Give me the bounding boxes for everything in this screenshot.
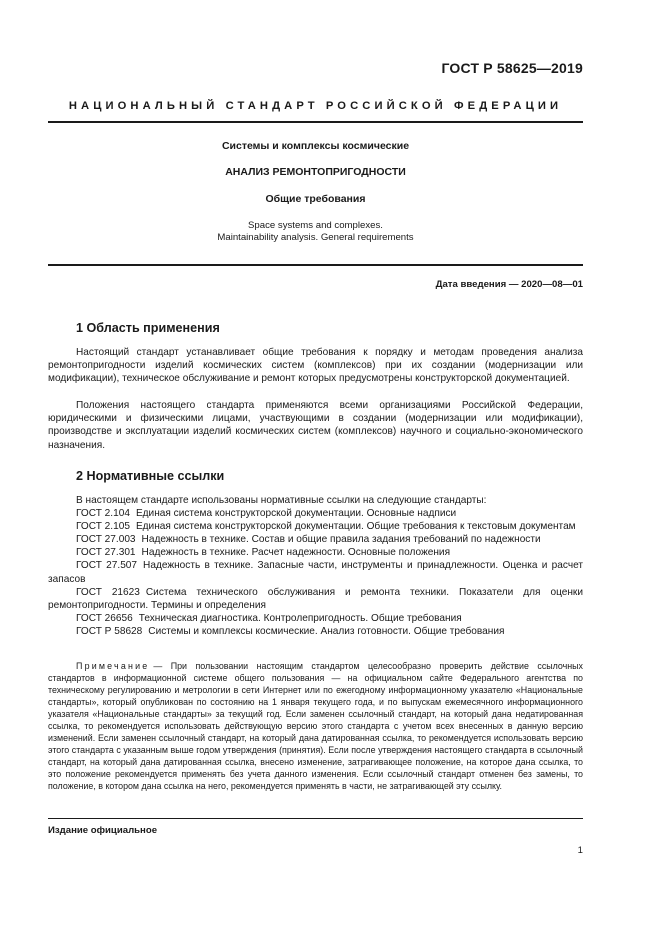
normative-references-list xyxy=(48,494,583,638)
reference-text: Системы и комплексы космические. Анализ готовности. Общие требования xyxy=(148,625,505,637)
english-title-line-1: Space systems and complexes. xyxy=(248,220,383,231)
reference-item xyxy=(48,533,583,546)
reference-text: Надежность в технике. Запасные части, инструменты и принадлежности. Оценка и расчет запасов xyxy=(48,560,584,585)
reference-code: ГОСТ 2.104 xyxy=(76,508,130,520)
reference-code: ГОСТ 2.105 xyxy=(76,521,130,533)
series-title: Системы и комплексы космические xyxy=(221,140,410,152)
reference-code: ГОСТ 27.003 xyxy=(76,534,136,546)
reference-item xyxy=(48,520,583,533)
reference-text: Система технического обслуживания и ремонта техники. Показатели для оценки ремонтопригодности. Термины и определения xyxy=(48,586,583,611)
reference-text: Надежность в технике. Состав и общие правила задания требований по надежности xyxy=(141,534,541,546)
section-2-title: 2 Нормативные ссылки xyxy=(76,469,225,483)
reference-code: ГОСТ 27.507 xyxy=(76,560,138,572)
title-block-rule xyxy=(48,264,583,266)
page-number: 1 xyxy=(577,845,583,856)
reference-item xyxy=(48,586,583,612)
document-subtitle: Общие требования xyxy=(265,193,366,205)
reference-item xyxy=(48,546,583,559)
reference-code: ГОСТ 21623 xyxy=(76,586,140,598)
reference-item xyxy=(48,612,583,625)
english-title xyxy=(48,220,583,244)
reference-text: Единая система конструкторской документации. Основные надписи xyxy=(135,508,457,520)
section-1-paragraph-1: Настоящий стандарт устанавливает общие требования к порядку и методам проведения анализа ремонтопригодности изделий космических систем (комплексов) при их создании (модернизации или модификации), техническое обслуживание и ремонт которых предусмотрены конструкторской документацией. xyxy=(48,347,583,385)
reference-code: ГОСТ 27.301 xyxy=(76,547,136,559)
footer-rule xyxy=(48,818,583,819)
national-standard-banner: НАЦИОНАЛЬНЫЙ СТАНДАРТ РОССИЙСКОЙ ФЕДЕРАЦИИ xyxy=(68,100,563,112)
reference-code: ГОСТ 26656 xyxy=(76,612,133,624)
section-1-title: 1 Область применения xyxy=(76,321,220,335)
introduction-date: Дата введения — 2020—08—01 xyxy=(435,279,583,290)
document-number: ГОСТ Р 58625—2019 xyxy=(441,60,583,76)
reference-item xyxy=(48,507,583,520)
top-rule xyxy=(48,121,583,123)
official-edition-label: Издание официальное xyxy=(48,825,158,836)
references-note xyxy=(48,660,583,792)
reference-text: Единая система конструкторской документации. Общие требования к текстовым документам xyxy=(135,521,576,533)
reference-code: ГОСТ Р 58628 xyxy=(76,625,143,637)
note-text: — При пользовании настоящим стандартом целесообразно проверить действие ссылочных стандартов в информационной системе общего пользования — на официальном сайте Федерального агентства по техническому регулированию и метрологии в сети Интернет или по ежегодному информационному указателю «Национальные стандарты», который опубликован по состоянию на 1 января текущего года, и по выпускам ежемесячного информационного указателя «Национальные стандарты» за текущий год. Если заменен ссылочный стандарт, на который дана недатированная ссылка, то рекомендуется использовать действующую версию этого стандарта с учетом всех внесенных в данную версию изменений. Если заменен ссылочный стандарт, на который дана датированная ссылка, то рекомендуется использовать версию этого стандарта с указанным выше годом утверждения (принятия). Если после утверждения настоящего стандарта в ссылочный стандарт, на который дана датированная ссылка, внесено изменение, затрагивающее положение, на которое дана ссылка, то это положение рекомендуется применять без учета данного изменения. Если ссылочный стандарт отменен без замены, то положение, в котором дана ссылка на него, рекомендуется применять в части, не затрагивающей эту ссылку. xyxy=(48,661,583,791)
note-label: Примечание xyxy=(76,661,150,671)
reference-item xyxy=(48,559,583,585)
section-1-paragraph-2: Положения настоящего стандарта применяются всеми организациями Российской Федерации, юридическими и физическими лицами, участвующими в создании (модернизации или модификации), производстве и эксплуатации изделий космических систем (комплексов) научного и социально-экономического назначения. xyxy=(48,400,583,451)
reference-text: Надежность в технике. Расчет надежности. Основные положения xyxy=(141,547,451,559)
document-title: АНАЛИЗ РЕМОНТОПРИГОДНОСТИ xyxy=(225,166,406,178)
references-lead: В настоящем стандарте использованы нормативные ссылки на следующие стандарты: xyxy=(76,495,487,506)
reference-text: Техническая диагностика. Контролепригодность. Общие требования xyxy=(138,612,462,624)
english-title-line-2: Maintainability analysis. General requirements xyxy=(217,232,414,243)
reference-item xyxy=(48,625,583,638)
